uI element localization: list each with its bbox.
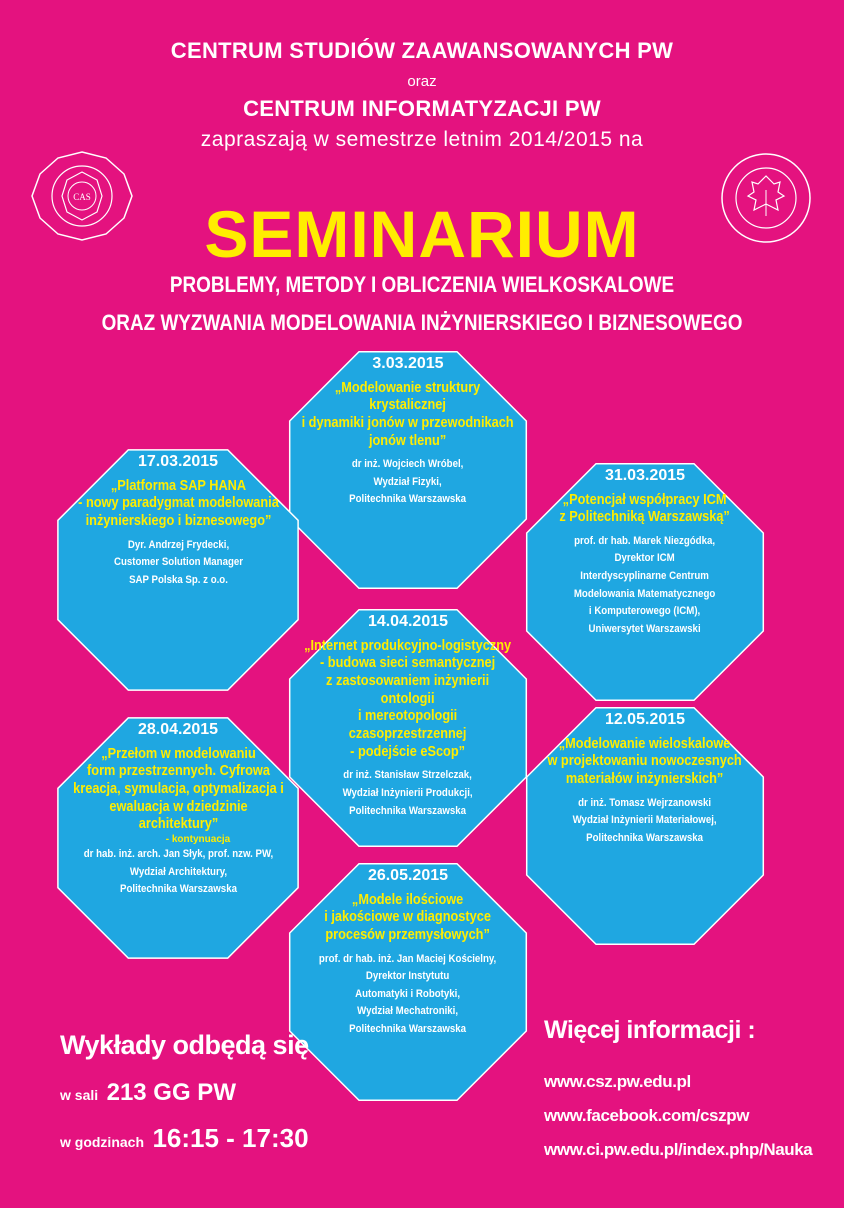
seminar-speaker-line: dr inż. Wojciech Wróbel, (352, 458, 464, 471)
more-info (544, 1016, 812, 1167)
seminar-title-line: „Internet produkcyjno-logistyczny (304, 637, 512, 654)
seminar-speaker-line: Modelowania Matematycznego (574, 587, 716, 600)
seminar-title-line: - budowa sieci semantycznej (320, 655, 496, 672)
seminar-date: 31.03.2015 (604, 467, 686, 484)
seminar-card (55, 720, 302, 899)
seminar-speaker-line: Wydział Fizyki, (373, 475, 443, 488)
seminar-date: 17.03.2015 (137, 453, 219, 470)
seminar-card (286, 354, 529, 509)
seminar-title-line: z Politechniką Warszawską” (559, 509, 731, 526)
room-value: 213 GG PW (106, 1079, 236, 1106)
seminar-title-line: „Potencjał współpracy ICM (563, 491, 727, 508)
seminar-speaker-line: Wydział Inżynierii Materiałowej, (572, 814, 717, 827)
seminar-speaker-line: Dyrektor ICM (614, 552, 676, 565)
seminar-speaker-line: Dyrektor Instytutu (366, 970, 450, 983)
seminar-speaker-line: Wydział Mechatroniki, (357, 1005, 459, 1018)
seminar-speaker-line: Wydział Architektury, (129, 865, 227, 878)
seminar-speaker-line: Politechnika Warszawska (119, 883, 237, 896)
invitation-line: zapraszają w semestrze letnim 2014/2015 na (200, 128, 644, 151)
seminar-title-line: krystalicznej (369, 397, 447, 414)
seminar-card (55, 452, 302, 589)
seminar-title-line: procesów przemysłowych” (325, 926, 491, 943)
seminar-date: 12.05.2015 (604, 711, 686, 728)
seminar-title-line: „Modele ilościowe (352, 891, 464, 908)
seminar-speaker-line: Politechnika Warszawska (349, 1022, 467, 1035)
seminar-date: 26.05.2015 (367, 867, 449, 884)
seminar-title-line: i jakościowe w diagnostyce (324, 909, 492, 926)
seminar-date: 14.04.2015 (367, 613, 449, 630)
conjunction: oraz (407, 73, 437, 90)
link-facebook[interactable]: www.facebook.com/cszpw (544, 1106, 750, 1125)
seminar-speaker-line: Politechnika Warszawska (349, 493, 467, 506)
seminar-speaker-line: dr inż. Tomasz Wejrzanowski (578, 796, 712, 809)
link-csz[interactable]: www.csz.pw.edu.pl (544, 1072, 691, 1091)
seminar-title-line: inżynierskiego i biznesowego” (85, 512, 271, 529)
seminar-speaker-line: Customer Solution Manager (113, 556, 243, 569)
seminar-speaker-line: i Komputerowego (ICM), (589, 605, 701, 618)
seminar-title-line: i dynamiki jonów w przewodnikach (301, 414, 514, 431)
seminar-speaker-line: Automatyki i Robotyki, (355, 987, 461, 1000)
seminar-date: 28.04.2015 (137, 721, 219, 738)
seminar-card (523, 466, 766, 638)
seminar-speaker-line: Politechnika Warszawska (349, 804, 467, 817)
seminar-subtitle-1: PROBLEMY, METODY I OBLICZENIA WIELKOSKALOWE (169, 272, 675, 297)
seminar-speaker-line: dr hab. inż. arch. Jan Słyk, prof. nzw. PW, (83, 848, 273, 861)
seminar-speaker-line: prof. dr hab. inż. Jan Maciej Kościelny, (319, 952, 497, 965)
seminar-speaker-line: prof. dr hab. Marek Niezgódka, (574, 534, 716, 547)
seminar-speaker-line: dr inż. Stanisław Strzelczak, (343, 769, 473, 782)
seminar-speaker-line: Wydział Inżynierii Produkcji, (342, 786, 473, 799)
seminar-title-line: - nowy paradygmat modelowania (77, 495, 279, 512)
seminar-title-line: „Przełom w modelowaniu (100, 745, 256, 762)
hours-prefix: w godzinach (60, 1134, 144, 1150)
seminar-title-line: „Platforma SAP HANA (110, 477, 246, 494)
seminar-title-line: i mereotopologii czasoprzestrzennej (349, 708, 467, 742)
hours-value: 16:15 - 17:30 (152, 1123, 309, 1153)
seminar-title-line: materiałów inżynierskich” (566, 770, 724, 787)
seminar-speaker-line: Dyr. Andrzej Frydecki, (127, 538, 229, 551)
seminar-speaker-line: Interdyscyplinarne Centrum (580, 570, 710, 583)
organizer-2: CENTRUM INFORMATYZACJI PW (243, 96, 601, 121)
seminar-title-line: kreacja, symulacja, optymalizacja i (72, 780, 284, 797)
seminar-date: 3.03.2015 (372, 355, 444, 372)
seminar-title-line: „Modelowanie wieloskalowe (559, 735, 731, 752)
organizer-1: CENTRUM STUDIÓW ZAAWANSOWANYCH PW (170, 38, 674, 63)
seminar-title-line: jonów tlenu” (369, 432, 447, 449)
room-prefix: w sali (60, 1087, 99, 1103)
seminar-title-line: - podejście eScop” (350, 743, 466, 760)
lecture-heading: Wykłady odbędą się (60, 1030, 309, 1060)
seminar-speaker-line: Uniwersytet Warszawski (588, 622, 702, 635)
seminar-title-line: w projektowaniu nowoczesnych (547, 753, 743, 770)
seminar-title-line: form przestrzennych. Cyfrowa (86, 763, 270, 780)
seminar-speaker-line: SAP Polska Sp. z o.o. (128, 573, 228, 586)
more-info-heading: Więcej informacji : (544, 1016, 756, 1044)
seminar-card (286, 612, 529, 820)
seminar-speaker-line: Politechnika Warszawska (586, 831, 704, 844)
seminar-title-line: „Modelowanie struktury (335, 379, 481, 396)
seminar-title-line: ewaluacja w dziedzinie architektury” (108, 798, 248, 833)
seminar-subtitle-2: ORAZ WYZWANIA MODELOWANIA INŻYNIERSKIEGO I BIZNESOWEGO (101, 310, 743, 335)
seminar-note: - kontynuacja (165, 833, 231, 845)
lecture-info (60, 1030, 309, 1154)
seminar-title: SEMINARIUM (204, 197, 640, 271)
seminar-card (286, 866, 529, 1039)
cas-monogram: CAS (73, 192, 91, 202)
seminar-card (523, 710, 766, 847)
link-ci[interactable]: www.ci.pw.edu.pl/index.php/Nauka (544, 1140, 813, 1159)
seminar-title-line: z zastosowaniem inżynierii ontologii (326, 672, 490, 707)
